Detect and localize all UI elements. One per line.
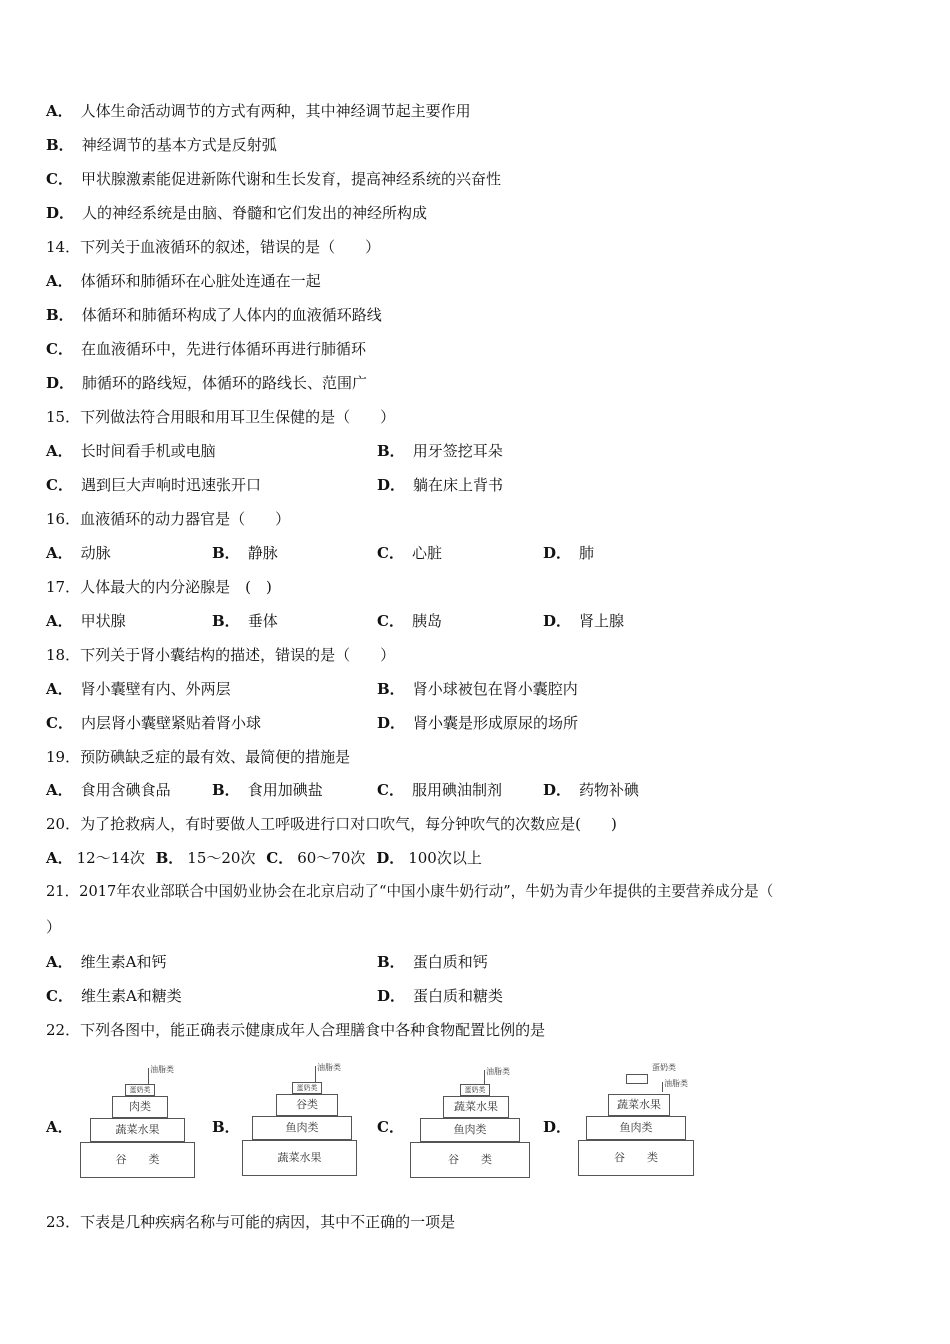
q18-option-a — [46, 679, 231, 699]
tag-line — [148, 1068, 149, 1084]
option-label: D． — [543, 781, 572, 799]
option-label: A． — [46, 953, 73, 971]
q14-stem: 14．下列关于血液循环的叙述，错误的是（ ） — [46, 238, 381, 256]
option-label: D． — [377, 476, 406, 494]
option-text: 人体生命活动调节的方式有两种，其中神经调节起主要作用 — [80, 102, 471, 120]
q20-stem: 20．为了抢救病人，有时要做人工呼吸进行口对口吹气，每分钟吹气的次数应是( ) — [46, 815, 617, 833]
q16-option-d — [543, 543, 594, 563]
q13-option-d — [46, 203, 427, 223]
option-label: B． — [46, 136, 74, 154]
pyramid-top-tag: 油脂类 — [150, 1065, 174, 1074]
q18-option-b — [377, 679, 578, 699]
pyramid-layer-1: 蛋奶类 — [125, 1084, 155, 1096]
q18-stem: 18．下列关于肾小囊结构的描述，错误的是（ ） — [46, 646, 396, 664]
option-text: 药物补碘 — [579, 781, 640, 799]
option-label: B． — [155, 849, 184, 867]
q18-option-d — [377, 713, 578, 733]
pyramid-layer-3: 蔬菜水果 — [90, 1118, 185, 1142]
option-text: 食用含碘食品 — [80, 781, 171, 799]
pyramid-layer-1 — [626, 1074, 648, 1084]
option-text: 肾上腺 — [579, 612, 625, 630]
q21-option-a — [46, 952, 166, 972]
option-label: D． — [543, 544, 572, 562]
q18-option-c — [46, 713, 261, 733]
food-pyramid-b — [242, 1060, 357, 1178]
option-label: C． — [377, 781, 404, 799]
option-label: C． — [46, 476, 73, 494]
option-text: 肾小球被包在肾小囊腔内 — [412, 680, 578, 698]
option-text: 肺循环的路线短，体循环的路线长、范围广 — [82, 374, 368, 392]
option-label: B． — [46, 306, 74, 324]
pyramid-layer-4: 谷 类 — [578, 1140, 694, 1176]
q21-stem: 21．2017年农业部联合中国奶业协会在北京启动了“中国小康牛奶行动”，牛奶为青少年提供的主要营养成分是（ — [46, 883, 774, 900]
q15-option-b — [377, 441, 503, 461]
option-text: 维生素A和钙 — [80, 953, 167, 971]
q19-option-c — [377, 780, 502, 800]
option-text: 心脏 — [411, 544, 442, 562]
q19-option-d — [543, 780, 639, 800]
food-pyramid-a — [80, 1060, 195, 1180]
option-label: C． — [377, 612, 404, 630]
option-text: 肺 — [579, 544, 595, 562]
q22-stem: 22．下列各图中，能正确表示健康成年人合理膳食中各种食物配置比例的是 — [46, 1021, 546, 1039]
food-pyramid-c — [410, 1060, 530, 1180]
q15-option-d — [377, 475, 503, 495]
option-label: D． — [376, 849, 405, 867]
option-text: 服用碘油制剂 — [411, 781, 502, 799]
q19-option-b — [212, 780, 323, 800]
option-text: 食用加碘盐 — [247, 781, 323, 799]
pyramid-layer-4: 谷 类 — [410, 1142, 530, 1178]
q19-stem: 19．预防碘缺乏症的最有效、最简便的措施是 — [46, 748, 351, 766]
q17-option-a — [46, 611, 126, 631]
pyramid-layer-3: 鱼肉类 — [586, 1116, 686, 1140]
q13-option-a — [46, 101, 471, 121]
q13-option-c — [46, 169, 501, 189]
option-text: 体循环和肺循环在心脏处连通在一起 — [80, 272, 321, 290]
option-text: 蛋白质和糖类 — [413, 987, 504, 1005]
option-label: B． — [212, 544, 240, 562]
pyramid-layer-4: 谷 类 — [80, 1142, 195, 1178]
pyramid-layer-1: 蛋奶类 — [460, 1084, 490, 1096]
option-label: A． — [46, 849, 73, 867]
option-label: A． — [46, 544, 73, 562]
option-text: 100次以上 — [408, 849, 482, 867]
option-text: 甲状腺 — [80, 612, 126, 630]
option-text: 肾小囊是形成原尿的场所 — [413, 714, 579, 732]
option-label: C． — [46, 714, 73, 732]
q14-option-a — [46, 271, 321, 291]
option-label: A． — [46, 272, 73, 290]
q15-option-c — [46, 475, 261, 495]
q17-stem: 17．人体最大的内分泌腺是 ( ) — [46, 578, 272, 596]
tag-line — [315, 1066, 316, 1082]
q20-options — [46, 848, 482, 868]
option-label: B． — [377, 953, 405, 971]
option-label: D． — [46, 204, 75, 222]
option-label: B． — [212, 781, 240, 799]
option-text: 15～20次 — [187, 849, 256, 867]
option-label: C． — [46, 340, 73, 358]
food-pyramid-d — [578, 1060, 696, 1178]
q22-label-d: D． — [543, 1118, 572, 1136]
pyramid-layer-2: 蔬菜水果 — [608, 1094, 670, 1116]
pyramid-top-tag: 油脂类 — [317, 1063, 341, 1072]
q23-stem: 23．下表是几种疾病名称与可能的病因，其中不正确的一项是 — [46, 1213, 456, 1231]
option-text: 在血液循环中，先进行体循环再进行肺循环 — [80, 340, 366, 358]
option-label: C． — [46, 987, 73, 1005]
q14-option-b — [46, 305, 382, 325]
q21-option-b — [377, 952, 488, 972]
q21-stem-continued: ） — [46, 918, 62, 936]
pyramid-layer-2: 蔬菜水果 — [443, 1096, 509, 1118]
q16-option-b — [212, 543, 278, 563]
option-text: 垂体 — [247, 612, 278, 630]
option-text: 蛋白质和钙 — [412, 953, 488, 971]
q17-option-d — [543, 611, 624, 631]
q17-option-b — [212, 611, 278, 631]
pyramid-layer-2: 肉类 — [112, 1096, 168, 1118]
pyramid-top-tag: 油脂类 — [486, 1067, 510, 1076]
option-text: 长时间看手机或电脑 — [80, 442, 216, 460]
option-text: 静脉 — [247, 544, 278, 562]
pyramid-layer-3: 鱼肉类 — [252, 1116, 352, 1140]
option-text: 胰岛 — [411, 612, 442, 630]
q14-option-d — [46, 373, 367, 393]
option-label: C． — [377, 544, 404, 562]
q19-option-a — [46, 780, 171, 800]
option-text: 维生素A和糖类 — [80, 987, 182, 1005]
q14-option-c — [46, 339, 366, 359]
option-label: D． — [543, 612, 572, 630]
option-label: A． — [46, 781, 73, 799]
pyramid-layer-2: 谷类 — [276, 1094, 338, 1116]
option-label: D． — [46, 374, 75, 392]
q22-label-a: A． — [46, 1118, 73, 1136]
q15-option-a — [46, 441, 216, 461]
q21-option-c — [46, 986, 182, 1006]
pyramid-layer-1: 蛋奶类 — [292, 1082, 322, 1094]
option-label: D． — [377, 714, 406, 732]
tag-line — [662, 1082, 663, 1092]
q21-option-d — [377, 986, 503, 1006]
option-label: C． — [46, 170, 73, 188]
pyramid-layer-3: 鱼肉类 — [420, 1118, 520, 1142]
option-text: 内层肾小囊壁紧贴着肾小球 — [80, 714, 261, 732]
q22-label-c: C． — [377, 1118, 404, 1136]
q17-option-c — [377, 611, 442, 631]
option-text: 肾小囊壁有内、外两层 — [80, 680, 231, 698]
q22-label-b: B． — [212, 1118, 240, 1136]
option-text: 遇到巨大声响时迅速张开口 — [80, 476, 261, 494]
option-text: 动脉 — [80, 544, 111, 562]
option-label: A． — [46, 612, 73, 630]
option-label: D． — [377, 987, 406, 1005]
tag-line — [484, 1070, 485, 1084]
option-text: 12～14次 — [76, 849, 145, 867]
option-text: 人的神经系统是由脑、脊髓和它们发出的神经所构成 — [82, 204, 428, 222]
q16-option-c — [377, 543, 442, 563]
q16-stem: 16．血液循环的动力器官是（ ） — [46, 510, 291, 528]
q13-option-b — [46, 135, 277, 155]
option-text: 60～70次 — [297, 849, 366, 867]
option-label: A． — [46, 102, 73, 120]
pyramid-top-tag: 蛋奶类 — [652, 1063, 676, 1072]
option-label: B． — [377, 680, 405, 698]
option-label: B． — [377, 442, 405, 460]
option-text: 体循环和肺循环构成了人体内的血液循环路线 — [81, 306, 382, 324]
option-text: 用牙签挖耳朵 — [412, 442, 503, 460]
option-label: A． — [46, 442, 73, 460]
option-text: 甲状腺激素能促进新陈代谢和生长发育，提高神经系统的兴奋性 — [80, 170, 501, 188]
q15-stem: 15．下列做法符合用眼和用耳卫生保健的是（ ） — [46, 408, 396, 426]
pyramid-layer-4: 蔬菜水果 — [242, 1140, 357, 1176]
option-text: 躺在床上背书 — [413, 476, 504, 494]
option-label: C． — [266, 849, 294, 867]
option-label: B． — [212, 612, 240, 630]
option-label: A． — [46, 680, 73, 698]
option-text: 神经调节的基本方式是反射弧 — [81, 136, 277, 154]
q16-option-a — [46, 543, 111, 563]
pyramid-side-tag: 油脂类 — [664, 1079, 688, 1088]
